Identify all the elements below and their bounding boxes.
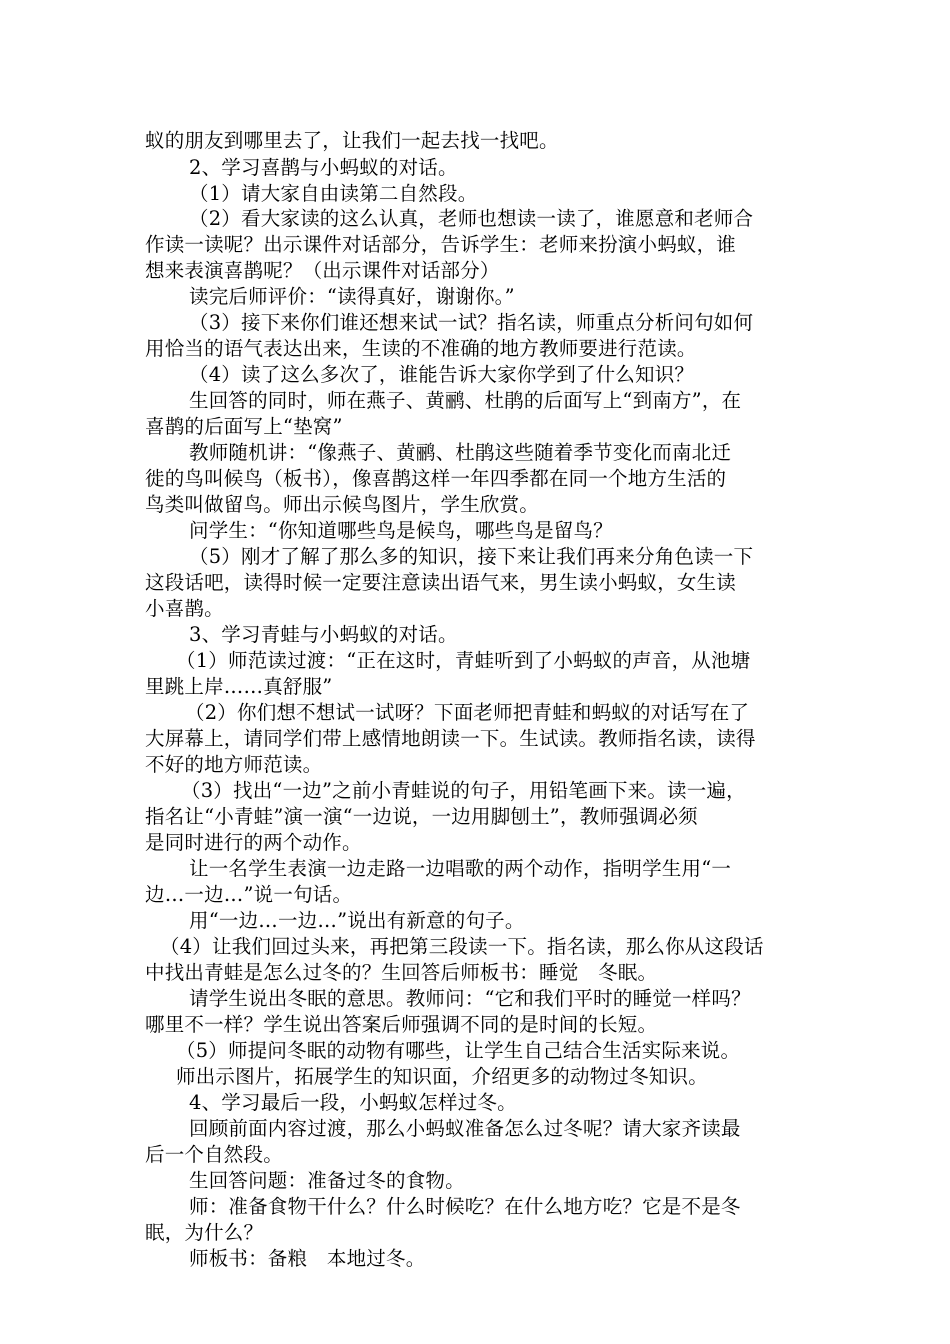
section-heading: 4、学习最后一段，小蚂蚁怎样过冬。 (189, 1091, 517, 1114)
text-line: （1）请大家自由读第二自然段。 (189, 182, 478, 205)
text-line: 边…一边…”说一句话。 (145, 883, 353, 906)
text-line: 用“一边…一边…”说出有新意的句子。 (189, 909, 525, 932)
text-line: 让一名学生表演一边走路一边唱歌的两个动作，指明学生用“一 (189, 857, 732, 880)
text-line: （5）刚才了解了那么多的知识，接下来让我们再来分角色读一下 (189, 545, 754, 568)
text-line: 蚁的朋友到哪里去了，让我们一起去找一找吧。 (145, 129, 559, 152)
text-line: 读完后师评价：“读得真好，谢谢你。” (189, 285, 515, 308)
text-line: 问学生：“你知道哪些鸟是候鸟，哪些鸟是留鸟？ (189, 519, 613, 542)
text-line: （4）让我们回过头来，再把第三段读一下。指名读，那么你从这段话 (160, 935, 764, 958)
text-line: （5）师提问冬眠的动物有哪些，让学生自己结合生活实际来说。 (176, 1039, 741, 1062)
text-line: 是同时进行的两个动作。 (145, 831, 362, 854)
text-line: 师：准备食物干什么？什么时候吃？在什么地方吃？它是不是冬 (189, 1195, 741, 1218)
text-line: 用恰当的语气表达出来，生读的不准确的地方教师要进行范读。 (145, 337, 697, 360)
text-line: 喜鹊的后面写上“垫窝” (145, 415, 343, 438)
text-line: 中找出青蛙是怎么过冬的？生回答后师板书：睡觉 冬眠。 (145, 961, 658, 984)
text-line: 哪里不一样？学生说出答案后师强调不同的是时间的长短。 (145, 1013, 658, 1036)
text-line: 师板书：备粮 本地过冬。 (189, 1247, 426, 1270)
text-line: 想来表演喜鹊呢？（出示课件对话部分） (145, 259, 500, 282)
text-line: 里跳上岸……真舒服” (145, 675, 333, 698)
text-line: 请学生说出冬眠的意思。教师问：“它和我们平时的睡觉一样吗？ (189, 987, 751, 1010)
text-line: 回顾前面内容过渡，那么小蚂蚁准备怎么过冬呢？请大家齐读最 (189, 1117, 741, 1140)
text-line: （1）师范读过渡：“正在这时，青蛙听到了小蚂蚁的声音，从池塘 (176, 649, 751, 672)
text-line: 教师随机讲：“像燕子、黄鹂、杜鹃这些随着季节变化而南北迁 (189, 441, 732, 464)
text-line: 小喜鹊。 (145, 597, 224, 620)
text-line: 不好的地方师范读。 (145, 753, 323, 776)
text-line: 徙的鸟叫候鸟（板书），像喜鹊这样一年四季都在同一个地方生活的 (145, 467, 727, 490)
text-line: （2）看大家读的这么认真，老师也想读一读了，谁愿意和老师合 (189, 207, 754, 230)
text-line: （3）接下来你们谁还想来试一试？指名读，师重点分析问句如何 (189, 311, 754, 334)
text-line: 鸟类叫做留鸟。师出示候鸟图片，学生欣赏。 (145, 493, 540, 516)
text-line: 指名让“小青蛙”演一演“一边说，一边用脚刨土”，教师强调必须 (145, 805, 698, 828)
section-heading: 3、学习青蛙与小蚂蚁的对话。 (189, 623, 458, 646)
text-line: 大屏幕上，请同学们带上感情地朗读一下。生试读。教师指名读，读得 (145, 727, 756, 750)
text-line: （3）找出“一边”之前小青蛙说的句子，用铅笔画下来。读一遍， (181, 779, 746, 802)
text-line: 生回答问题：准备过冬的食物。 (189, 1169, 465, 1192)
text-line: 师出示图片，拓展学生的知识面，介绍更多的动物过冬知识。 (176, 1065, 708, 1088)
text-line: 后一个自然段。 (145, 1143, 283, 1166)
text-line: 这段话吧，读得时候一定要注意读出语气来，男生读小蚂蚁，女生读 (145, 571, 737, 594)
text-line: 眠，为什么？ (145, 1221, 264, 1244)
text-line: （2）你们想不想试一试呀？下面老师把青蛙和蚂蚁的对话写在了 (185, 701, 750, 724)
text-line: 生回答的同时，师在燕子、黄鹂、杜鹃的后面写上“到南方”，在 (189, 389, 742, 412)
text-line: 作读一读呢？出示课件对话部分，告诉学生：老师来扮演小蚂蚁，谁 (145, 233, 737, 256)
text-line: （4）读了这么多次了，谁能告诉大家你学到了什么知识？ (189, 363, 695, 386)
section-heading: 2、学习喜鹊与小蚂蚁的对话。 (189, 156, 458, 179)
